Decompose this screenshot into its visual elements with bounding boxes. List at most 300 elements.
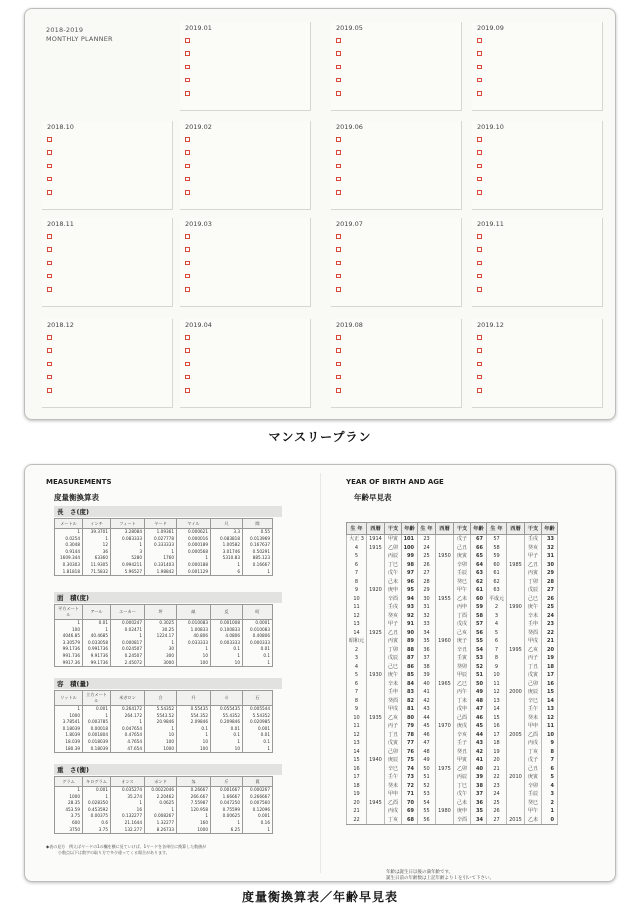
age-cell xyxy=(436,790,454,799)
age-cell: 辛未 xyxy=(525,612,542,621)
measurement-cell: 0.000333 xyxy=(243,640,273,647)
measurement-cell: 885.123 xyxy=(243,555,273,562)
age-cell xyxy=(507,671,525,680)
age-cell xyxy=(507,714,525,723)
age-cell: 29 xyxy=(418,586,436,595)
task-checkbox[interactable] xyxy=(47,190,52,195)
age-row xyxy=(347,807,558,816)
task-checkbox[interactable] xyxy=(336,287,341,292)
age-cell: 癸酉 xyxy=(525,629,542,638)
age-cell xyxy=(436,799,454,808)
task-checkbox[interactable] xyxy=(47,348,52,353)
measurement-cell: 4046.85 xyxy=(55,633,83,640)
month-card xyxy=(180,121,311,210)
age-cell: 壬午 xyxy=(525,705,542,714)
measurement-cell: 0.083333 xyxy=(111,536,145,543)
age-cell xyxy=(507,629,525,638)
measurement-cell: 0.003333 xyxy=(211,640,243,647)
age-cell: 12 xyxy=(542,714,558,723)
measurements-age-caption: 度量衡換算表／年齢早見表 xyxy=(241,890,398,904)
task-checkbox[interactable] xyxy=(336,234,341,239)
measurement-column-header: キログラム xyxy=(83,777,111,787)
age-cell: 19 xyxy=(542,654,558,663)
age-cell: 5 xyxy=(542,773,558,782)
age-cell: 10 xyxy=(347,595,367,604)
measurement-row xyxy=(55,787,273,794)
age-row xyxy=(347,705,558,714)
age-column-header: 年齢 xyxy=(402,523,418,535)
age-cell xyxy=(507,578,525,587)
task-checkbox[interactable] xyxy=(185,274,190,279)
task-checkbox[interactable] xyxy=(47,287,52,292)
measurement-table xyxy=(54,776,273,834)
age-cell: 乙亥 xyxy=(525,646,542,655)
task-checkbox[interactable] xyxy=(47,274,52,279)
month-card xyxy=(180,218,311,307)
task-checkbox[interactable] xyxy=(477,164,482,169)
measurement-cell: 28.35 xyxy=(55,800,83,807)
measurement-cell: 5.96527 xyxy=(111,569,145,576)
age-row xyxy=(347,552,558,561)
measurement-cell: 0.000817 xyxy=(111,640,145,647)
measurement-cell: 3.01746 xyxy=(211,549,243,556)
age-cell: 64 xyxy=(471,561,487,570)
measurement-column-header: マイル xyxy=(177,519,211,529)
task-checkbox[interactable] xyxy=(185,150,190,155)
age-cell: 丁巳 xyxy=(454,782,471,791)
measurement-cell: 0.47654 xyxy=(111,732,145,739)
task-checkbox[interactable] xyxy=(185,78,190,83)
task-checkbox[interactable] xyxy=(336,137,341,142)
task-checkbox[interactable] xyxy=(47,150,52,155)
age-cell: 26 xyxy=(418,561,436,570)
task-checkbox[interactable] xyxy=(47,362,52,367)
task-checkbox[interactable] xyxy=(336,274,341,279)
age-cell xyxy=(436,654,454,663)
age-cell: 1925 xyxy=(367,629,385,638)
age-cell: 1955 xyxy=(436,595,454,604)
task-checkbox[interactable] xyxy=(336,91,341,96)
month-card xyxy=(180,319,311,408)
age-cell: 59 xyxy=(471,603,487,612)
age-cell: 34 xyxy=(418,629,436,638)
age-cell xyxy=(436,612,454,621)
task-checkbox[interactable] xyxy=(477,190,482,195)
task-checkbox[interactable] xyxy=(336,177,341,182)
age-cell: 甲午 xyxy=(454,586,471,595)
age-cell xyxy=(367,739,385,748)
age-cell: 9 xyxy=(347,586,367,595)
age-cell: 11 xyxy=(347,722,367,731)
task-checkbox[interactable] xyxy=(336,78,341,83)
measurement-row xyxy=(55,713,273,720)
task-checkbox[interactable] xyxy=(185,190,190,195)
age-cell: 己亥 xyxy=(454,629,471,638)
measurement-cell: 0.132277 xyxy=(111,813,145,820)
age-table xyxy=(346,522,558,825)
task-checkbox[interactable] xyxy=(477,51,482,56)
age-cell: 12 xyxy=(487,688,507,697)
age-cell: 10 xyxy=(347,714,367,723)
task-checkbox[interactable] xyxy=(477,335,482,340)
measurement-cell: 120.958 xyxy=(177,807,211,814)
measurement-cell: 35.274 xyxy=(111,794,145,801)
measurement-cell: 300 xyxy=(145,653,177,660)
measurement-row xyxy=(55,739,273,746)
measurement-row xyxy=(55,719,273,726)
measurement-row xyxy=(55,640,273,647)
task-checkbox[interactable] xyxy=(336,261,341,266)
age-cell xyxy=(507,637,525,646)
age-cell: 癸丑 xyxy=(454,748,471,757)
age-cell xyxy=(367,561,385,570)
age-cell: 丁亥 xyxy=(385,816,402,825)
task-checkbox[interactable] xyxy=(47,388,52,393)
age-cell: 96 xyxy=(402,578,418,587)
age-cell: 0 xyxy=(542,816,558,825)
planner-title-text: MONTHLY PLANNER xyxy=(46,35,113,43)
age-cell: 24 xyxy=(542,612,558,621)
age-cell xyxy=(367,705,385,714)
measurement-cell: 991.736 xyxy=(55,653,83,660)
checkbox-column xyxy=(47,234,52,300)
measurement-cell: 0.000247 xyxy=(111,620,145,627)
task-checkbox[interactable] xyxy=(47,234,52,239)
age-cell: 88 xyxy=(402,646,418,655)
month-card xyxy=(42,218,173,307)
age-cell: 85 xyxy=(402,671,418,680)
task-checkbox[interactable] xyxy=(477,177,482,182)
measurement-cell: 0.0625 xyxy=(145,800,177,807)
measurement-cell: 1 xyxy=(145,640,177,647)
age-cell: 79 xyxy=(402,722,418,731)
age-cell: 48 xyxy=(418,748,436,757)
measurements-subheading: 度量衡換算表 xyxy=(54,493,99,502)
task-checkbox[interactable] xyxy=(47,164,52,169)
age-cell: 8 xyxy=(347,697,367,706)
measurement-cell: 0.3048 xyxy=(55,542,83,549)
task-checkbox[interactable] xyxy=(477,234,482,239)
age-cell: 甲寅 xyxy=(454,756,471,765)
age-cell xyxy=(436,535,454,544)
measurement-cell: 0.266667 xyxy=(243,794,273,801)
age-cell: 65 xyxy=(471,552,487,561)
age-cell: 26 xyxy=(542,595,558,604)
task-checkbox[interactable] xyxy=(477,91,482,96)
age-cell: 壬申 xyxy=(525,620,542,629)
age-cell: 4 xyxy=(542,782,558,791)
measurement-column-header: アール xyxy=(83,605,111,620)
age-cell xyxy=(367,807,385,816)
measurement-cell: 1224.17 xyxy=(145,633,177,640)
age-cell: 25 xyxy=(542,603,558,612)
checkbox-column xyxy=(185,234,190,300)
age-cell xyxy=(507,765,525,774)
age-cell: 丁卯 xyxy=(525,578,542,587)
task-checkbox[interactable] xyxy=(477,247,482,252)
age-cell: 2 xyxy=(542,799,558,808)
age-cell xyxy=(367,612,385,621)
age-cell: 庚子 xyxy=(454,637,471,646)
measurement-row xyxy=(55,827,273,834)
measurement-cell: 0.083818 xyxy=(211,536,243,543)
age-cell: 86 xyxy=(402,663,418,672)
age-cell xyxy=(436,748,454,757)
age-cell xyxy=(367,552,385,561)
age-cell xyxy=(367,722,385,731)
age-cell: 5 xyxy=(347,552,367,561)
measurement-cell: 1.00582 xyxy=(211,542,243,549)
task-checkbox[interactable] xyxy=(185,335,190,340)
month-label: 2019.01 xyxy=(185,24,212,32)
age-cell: 18 xyxy=(487,739,507,748)
measurement-column-header: エーカー xyxy=(111,605,145,620)
task-checkbox[interactable] xyxy=(477,38,482,43)
task-checkbox[interactable] xyxy=(336,388,341,393)
month-card xyxy=(331,121,462,210)
measurement-row xyxy=(55,562,273,569)
age-row xyxy=(347,561,558,570)
month-card xyxy=(472,218,603,307)
task-checkbox[interactable] xyxy=(336,247,341,252)
measurement-cell: 2.45072 xyxy=(111,660,145,667)
task-checkbox[interactable] xyxy=(336,150,341,155)
measurement-cell: 0.18039 xyxy=(83,746,111,753)
age-cell xyxy=(367,578,385,587)
task-checkbox[interactable] xyxy=(477,388,482,393)
age-column-header: 西暦 xyxy=(436,523,454,535)
measurement-cell: 0.01 xyxy=(83,620,111,627)
age-cell xyxy=(507,535,525,544)
age-cell: 昭和元 xyxy=(347,637,367,646)
task-checkbox[interactable] xyxy=(185,65,190,70)
measurement-cell: 0.010083 xyxy=(243,627,273,634)
task-checkbox[interactable] xyxy=(185,247,190,252)
age-cell xyxy=(507,756,525,765)
age-cell: 94 xyxy=(402,595,418,604)
age-cell: 69 xyxy=(402,807,418,816)
age-cell: 22 xyxy=(347,816,367,825)
task-checkbox[interactable] xyxy=(336,65,341,70)
measurement-column-header: 升 xyxy=(177,691,211,706)
age-cell: 丙辰 xyxy=(385,552,402,561)
age-cell: 4 xyxy=(487,620,507,629)
measurement-row xyxy=(55,633,273,640)
age-cell xyxy=(436,620,454,629)
age-column-header: 西暦 xyxy=(367,523,385,535)
task-checkbox[interactable] xyxy=(336,375,341,380)
age-cell: 乙酉 xyxy=(385,799,402,808)
task-checkbox[interactable] xyxy=(336,335,341,340)
age-cell: 7 xyxy=(542,756,558,765)
task-checkbox[interactable] xyxy=(336,190,341,195)
measurement-cell: 1 xyxy=(211,820,243,827)
task-checkbox[interactable] xyxy=(185,91,190,96)
task-checkbox[interactable] xyxy=(185,362,190,367)
task-checkbox[interactable] xyxy=(185,287,190,292)
task-checkbox[interactable] xyxy=(47,177,52,182)
age-cell: 80 xyxy=(402,714,418,723)
task-checkbox[interactable] xyxy=(185,234,190,239)
age-cell: 辛未 xyxy=(385,680,402,689)
task-checkbox[interactable] xyxy=(47,261,52,266)
measurement-cell: 0.001 xyxy=(83,706,111,713)
checkbox-column xyxy=(185,137,190,203)
age-cell: 50 xyxy=(418,765,436,774)
measurement-row xyxy=(55,569,273,576)
age-cell xyxy=(436,646,454,655)
age-cell: 61 xyxy=(471,586,487,595)
age-cell: 6 xyxy=(542,765,558,774)
task-checkbox[interactable] xyxy=(336,51,341,56)
measurement-cell: 1760 xyxy=(145,555,177,562)
month-label: 2019.04 xyxy=(185,321,212,329)
age-cell: 32 xyxy=(542,544,558,553)
age-cell: 甲午 xyxy=(525,807,542,816)
measurement-cell: 1 xyxy=(83,713,111,720)
task-checkbox[interactable] xyxy=(185,38,190,43)
measurement-cell: 1.00833 xyxy=(177,627,211,634)
task-checkbox[interactable] xyxy=(47,247,52,252)
task-checkbox[interactable] xyxy=(185,388,190,393)
measurement-cell: 2.09846 xyxy=(177,719,211,726)
measurement-cell: 0.00625 xyxy=(211,813,243,820)
age-cell: 癸巳 xyxy=(454,578,471,587)
age-row xyxy=(347,646,558,655)
age-cell: 丙戌 xyxy=(385,807,402,816)
task-checkbox[interactable] xyxy=(477,78,482,83)
measurement-cell: 0.1 xyxy=(211,646,243,653)
age-cell: 戊子 xyxy=(454,535,471,544)
measurement-cell: 1 xyxy=(83,536,111,543)
age-column-header: 生 年 xyxy=(347,523,367,535)
age-cell: 辛酉 xyxy=(454,816,471,825)
age-cell: 22 xyxy=(487,773,507,782)
task-checkbox[interactable] xyxy=(185,348,190,353)
measurement-cell: 1000 xyxy=(145,746,177,753)
task-checkbox[interactable] xyxy=(477,287,482,292)
age-cell: 50 xyxy=(471,680,487,689)
task-checkbox[interactable] xyxy=(185,375,190,380)
age-cell: 7 xyxy=(347,569,367,578)
task-checkbox[interactable] xyxy=(477,362,482,367)
checkbox-column xyxy=(185,38,190,104)
measurement-row xyxy=(55,542,273,549)
measurement-cell: 3.3 xyxy=(211,529,243,536)
age-cell xyxy=(436,697,454,706)
task-checkbox[interactable] xyxy=(477,150,482,155)
age-cell: 戊寅 xyxy=(525,671,542,680)
measurement-cell: 40.806 xyxy=(177,633,211,640)
task-checkbox[interactable] xyxy=(336,164,341,169)
age-cell: 67 xyxy=(471,535,487,544)
age-cell: 83 xyxy=(402,688,418,697)
month-label: 2019.02 xyxy=(185,123,212,131)
age-row xyxy=(347,790,558,799)
age-cell: 8 xyxy=(542,748,558,757)
measurement-table-header xyxy=(55,691,273,706)
age-cell: 丁卯 xyxy=(385,646,402,655)
task-checkbox[interactable] xyxy=(47,335,52,340)
task-checkbox[interactable] xyxy=(477,274,482,279)
measurement-column-header: ポンド xyxy=(145,777,177,787)
task-checkbox[interactable] xyxy=(477,65,482,70)
age-cell: 24 xyxy=(418,544,436,553)
age-cell: 44 xyxy=(471,731,487,740)
task-checkbox[interactable] xyxy=(477,137,482,142)
age-row xyxy=(347,739,558,748)
task-checkbox[interactable] xyxy=(477,261,482,266)
age-row xyxy=(347,544,558,553)
age-cell: 甲申 xyxy=(385,790,402,799)
task-checkbox[interactable] xyxy=(185,51,190,56)
measurement-table-header xyxy=(55,519,273,529)
measurement-cell: 5543.52 xyxy=(145,713,177,720)
task-checkbox[interactable] xyxy=(336,348,341,353)
age-column-header: 干支 xyxy=(385,523,402,535)
age-cell: 戊戌 xyxy=(454,620,471,629)
age-row xyxy=(347,586,558,595)
age-cell: 乙亥 xyxy=(385,714,402,723)
measurement-cell: 100 xyxy=(177,660,211,667)
age-row xyxy=(347,799,558,808)
task-checkbox[interactable] xyxy=(185,177,190,182)
measurement-row xyxy=(55,529,273,536)
measurement-row xyxy=(55,807,273,814)
task-checkbox[interactable] xyxy=(477,348,482,353)
task-checkbox[interactable] xyxy=(185,137,190,142)
age-cell: 12 xyxy=(347,612,367,621)
age-row xyxy=(347,748,558,757)
task-checkbox[interactable] xyxy=(185,261,190,266)
age-cell: 6 xyxy=(347,561,367,570)
age-column-header: 生 年 xyxy=(418,523,436,535)
age-cell xyxy=(436,688,454,697)
age-cell: 1960 xyxy=(436,637,454,646)
age-cell: 37 xyxy=(471,790,487,799)
task-checkbox[interactable] xyxy=(47,375,52,380)
measurement-cell: 6.25 xyxy=(211,827,243,834)
task-checkbox[interactable] xyxy=(336,38,341,43)
measurement-cell: 0.0254 xyxy=(55,536,83,543)
measurement-cell: 1.32277 xyxy=(145,820,177,827)
measurement-cell: 1.98842 xyxy=(145,569,177,576)
measurement-cell: 1 xyxy=(243,827,273,834)
age-cell: 9 xyxy=(347,705,367,714)
measurement-cell: 0.001667 xyxy=(211,787,243,794)
measurement-cell: 3750 xyxy=(55,827,83,834)
task-checkbox[interactable] xyxy=(336,362,341,367)
age-row xyxy=(347,569,558,578)
measurement-cell: 0.007560 xyxy=(243,800,273,807)
age-cell: 己丑 xyxy=(525,765,542,774)
task-checkbox[interactable] xyxy=(47,137,52,142)
measurement-cell: 0.264172 xyxy=(111,706,145,713)
measurement-cell: 0.005544 xyxy=(243,706,273,713)
age-cell: 10 xyxy=(542,731,558,740)
age-cell: 丙戌 xyxy=(525,739,542,748)
measurement-cell: 5.54352 xyxy=(145,706,177,713)
measurement-cell: 1.09361 xyxy=(145,529,177,536)
measurement-row xyxy=(55,620,273,627)
measurement-cell: 0.01 xyxy=(243,646,273,653)
age-cell xyxy=(507,697,525,706)
task-checkbox[interactable] xyxy=(477,375,482,380)
task-checkbox[interactable] xyxy=(185,164,190,169)
age-cell: 辛卯 xyxy=(525,782,542,791)
age-cell: 23 xyxy=(542,620,558,629)
age-cell: 13 xyxy=(487,697,507,706)
